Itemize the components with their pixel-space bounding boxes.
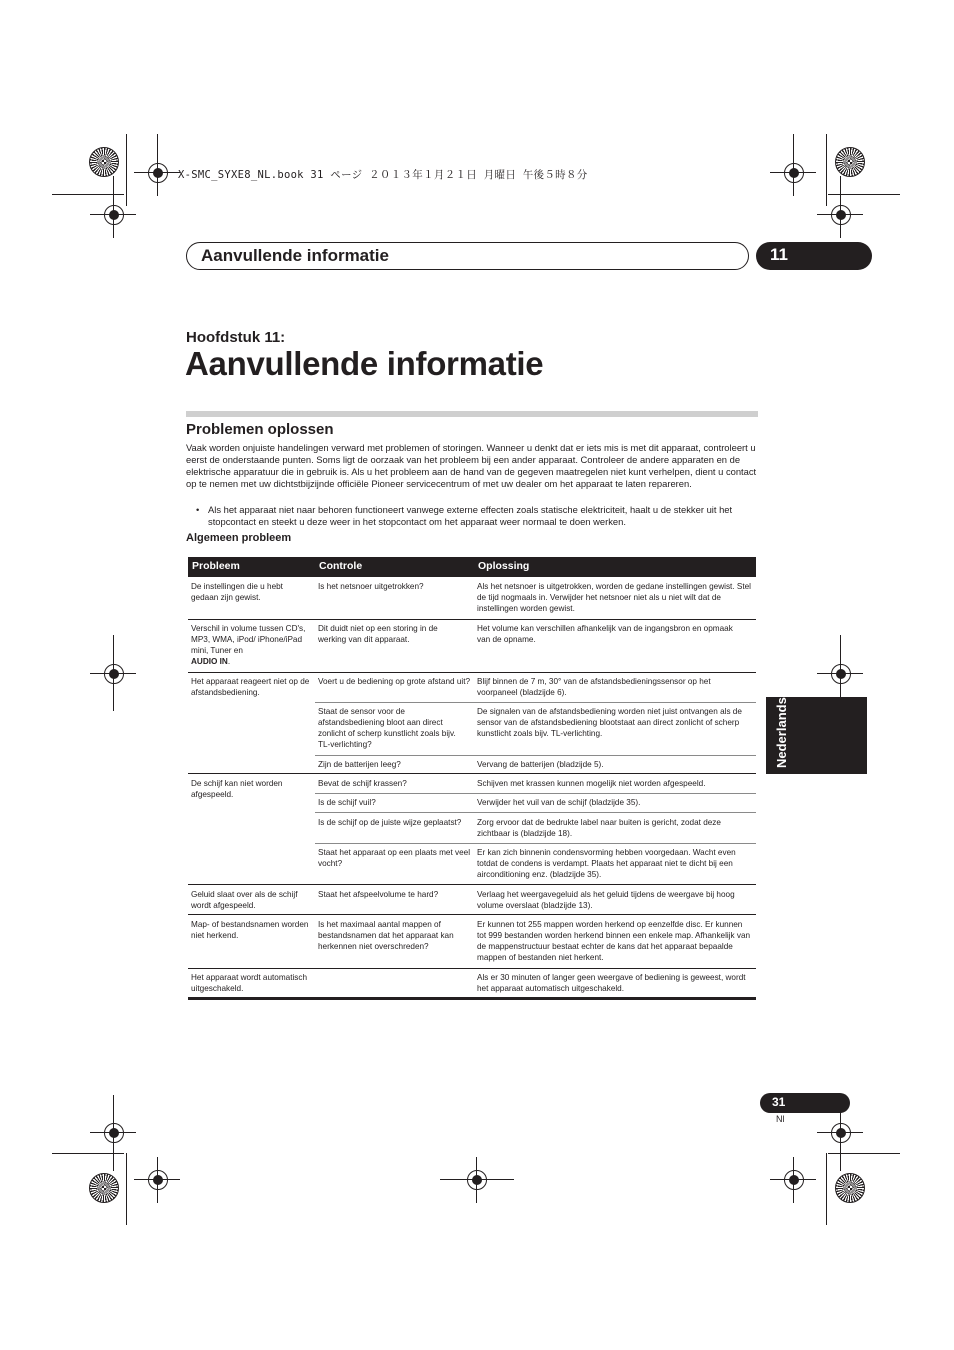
crosshair-icon	[148, 163, 168, 183]
registration-star-icon	[89, 147, 119, 177]
table-cell-solution: Verlaag het weergavegeluid als het geluid tijdens de weergave bij hoog volume overslaat (bladzijde 13).	[477, 890, 735, 910]
language-tab-label: Nederlands	[774, 697, 789, 768]
bullet-mark: •	[196, 504, 200, 515]
crop-mark	[826, 1153, 827, 1225]
column-header-oplossing: Oplossing	[478, 560, 530, 572]
language-code: Nl	[776, 1114, 785, 1124]
page-number: 31	[772, 1095, 786, 1109]
running-header-bar	[186, 242, 749, 270]
table-cell-check: Staat de sensor voor de afstandsbediening bloot aan direct zonlicht of scherp kunstlicht zoals bijv. TL-verlichting?	[318, 707, 456, 749]
registration-star-icon	[835, 1173, 865, 1203]
table-subrow-divider	[315, 793, 756, 794]
bullet-text: Als het apparaat niet naar behoren functioneert vanwege externe effecten zoals statische elektriciteit, haalt u de stekker uit het stopcontact en steekt u deze weer in het stopcontact om het apparaat weer normaal te doen werken.	[208, 504, 733, 527]
table-cell-check: Is de schijf vuil?	[318, 798, 376, 807]
registration-star-icon	[89, 1173, 119, 1203]
crosshair-line	[134, 1179, 180, 1180]
table-cell-check: Is het maximaal aantal mappen of bestandsnamen dat het apparaat kan herkennen niet overschreden?	[318, 920, 454, 951]
crosshair-icon	[148, 1170, 168, 1190]
table-bottom-rule	[188, 997, 756, 1000]
table-subrow-divider	[315, 812, 756, 813]
chapter-number: 11	[770, 245, 788, 264]
table-row-divider	[188, 773, 756, 774]
crosshair-icon	[467, 1170, 487, 1190]
table-cell-solution: Als er 30 minuten of langer geen weergave of bediening is geweest, wordt het apparaat automatisch uitgeschakeld.	[477, 973, 746, 993]
crop-mark	[157, 134, 158, 162]
table-cell-problem: De instellingen die u hebt gedaan zijn gewist.	[191, 582, 283, 602]
crosshair-icon	[784, 1170, 804, 1190]
chapter-number-badge	[756, 242, 872, 270]
intro-paragraph: Vaak worden onjuiste handelingen verward met problemen of storingen. Wanneer u denkt dat er iets mis is met dit apparaat, controleert u eerst de onderstaande punten. Soms ligt de oorzaak van het probleem bij een ander apparaat. Controleer de andere apparaten en de elektrische apparatuur die in gebruik is. Als u het probleem aan de hand van de gegeven maatregelen niet kunt verhelpen, dient u contact op te nemen met uw dichtstbijzijnde officiële Pioneer servicecentrum of met uw dealer om het apparaat te laten repareren.	[186, 442, 757, 489]
column-header-probleem: Probleem	[192, 560, 240, 572]
crosshair-icon	[104, 664, 124, 684]
table-cell-solution: Verwijder het vuil van de schijf (bladzijde 35).	[477, 798, 641, 807]
chapter-kicker: Hoofdstuk 11:	[186, 329, 286, 346]
table-header	[188, 557, 756, 577]
section-divider	[186, 411, 758, 417]
table-cell-problem: Verschil in volume tussen CD's, MP3, WMA, iPod/ iPhone/iPad mini, Tuner en AUDIO IN.	[191, 624, 306, 666]
crop-mark	[113, 1095, 114, 1171]
crop-mark	[826, 134, 827, 206]
column-header-controle: Controle	[319, 560, 363, 572]
table-cell-solution: Het volume kan verschillen afhankelijk van de ingangsbron en opmaak van de opname.	[477, 624, 733, 644]
subsection-title: Algemeen probleem	[186, 532, 292, 544]
crosshair-icon	[831, 1123, 851, 1143]
table-cell-solution: Schijven met krassen kunnen mogelijk niet worden afgespeeld.	[477, 779, 706, 788]
table-cell-problem: De schijf kan niet worden afgespeeld.	[191, 779, 283, 799]
table-cell-solution: Er kunnen tot 255 mappen worden herkend op eenzelfde disc. Er kunnen tot 999 bestanden worden herkend binnen een enkele map. Afhankelijk van de mappenstructuur bestaat echter de kans dat het apparaat bepaalde mappen of bestanden niet herkent.	[477, 920, 751, 962]
table-cell-solution: Vervang de batterijen (bladzijde 5).	[477, 760, 604, 769]
table-cell-solution: Zorg ervoor dat de bedrukte label naar buiten is gericht, zodat deze zichtbaar is (bladzijde 18).	[477, 818, 721, 838]
table-subrow-divider	[315, 755, 756, 756]
table-row-divider	[188, 619, 756, 620]
page-number-badge	[760, 1093, 850, 1113]
crosshair-line	[817, 214, 863, 215]
table-cell-check: Dit duidt niet op een storing in de werking van dit apparaat.	[318, 624, 438, 644]
print-header: X-SMC_SYXE8_NL.book 31 ページ ２０１３年１月２１日 月曜日 午後５時８分	[178, 169, 588, 181]
crosshair-line	[770, 1179, 816, 1180]
crosshair-icon	[831, 664, 851, 684]
crop-mark	[793, 134, 794, 162]
page-title: Aanvullende informatie	[185, 345, 544, 382]
table-cell-solution: Blijf binnen de 7 m, 30° van de afstandsbedieningssensor op het voorpaneel (bladzijde 6).	[477, 677, 711, 697]
table-cell-check: Zijn de batterijen leeg?	[318, 760, 401, 769]
crosshair-icon	[831, 205, 851, 225]
crop-mark	[113, 176, 114, 204]
crosshair-icon	[104, 1123, 124, 1143]
section-title: Problemen oplossen	[186, 421, 334, 438]
crosshair-line	[90, 214, 136, 215]
crop-mark	[828, 194, 900, 195]
crosshair-line	[770, 172, 816, 173]
table-cell-check: Voert u de bediening op grote afstand uit?	[318, 677, 471, 686]
running-header-title: Aanvullende informatie	[201, 246, 389, 265]
table-cell-solution: Als het netsnoer is uitgetrokken, worden de gedane instellingen gewist. Stel de tijd nogmaals in. Verwijder het netsnoer niet als u niet wilt dat de instellingen worden gewist.	[477, 582, 751, 613]
table-cell-check: Staat het apparaat op een plaats met veel vocht?	[318, 848, 471, 868]
crosshair-line	[134, 172, 180, 173]
table-cell-problem: Het apparaat reageert niet op de afstandsbediening.	[191, 677, 310, 697]
table-cell-solution: De signalen van de afstandsbediening worden niet juist ontvangen als de sensor van de afstandsbediening blootstaat aan direct zonlicht of scherp kunstlicht zoals bijv. TL-verlichting.	[477, 707, 742, 738]
crop-mark	[113, 635, 114, 711]
table-cell-problem: Map- of bestandsnamen worden niet herkend.	[191, 920, 309, 940]
crop-mark	[126, 134, 127, 206]
table-cell-check: Is de schijf op de juiste wijze geplaatst?	[318, 818, 462, 827]
table-row-divider	[188, 968, 756, 969]
problem-emphasis: AUDIO IN	[191, 657, 228, 666]
crop-mark	[828, 1153, 900, 1154]
table-row-divider	[188, 884, 756, 885]
table-cell-check: Is het netsnoer uitgetrokken?	[318, 582, 424, 591]
table-row-divider	[188, 914, 756, 915]
table-cell-problem: Het apparaat wordt automatisch uitgeschakeld.	[191, 973, 308, 993]
crosshair-icon	[784, 163, 804, 183]
table-cell-solution: Er kan zich binnenin condensvorming hebben voorgedaan. Wacht even totdat de condens is verdampt. Plaats het apparaat niet te dicht bij een airconditioning enz. (bladzijde 35).	[477, 848, 736, 879]
language-side-tab	[766, 697, 867, 774]
registration-star-icon	[835, 147, 865, 177]
crop-mark	[840, 176, 841, 204]
table-cell-check: Staat het afspeelvolume te hard?	[318, 890, 439, 899]
table-subrow-divider	[315, 702, 756, 703]
crosshair-line	[440, 1179, 514, 1180]
crop-mark	[126, 1153, 127, 1225]
table-subrow-divider	[315, 843, 756, 844]
table-cell-problem: Geluid slaat over als de schijf wordt afgespeeld.	[191, 890, 298, 910]
table-row-divider	[188, 672, 756, 673]
table-cell-check: Bevat de schijf krassen?	[318, 779, 407, 788]
problem-text: Verschil in volume tussen CD's, MP3, WMA, iPod/ iPhone/iPad mini, Tuner en	[191, 624, 306, 655]
crosshair-icon	[104, 205, 124, 225]
